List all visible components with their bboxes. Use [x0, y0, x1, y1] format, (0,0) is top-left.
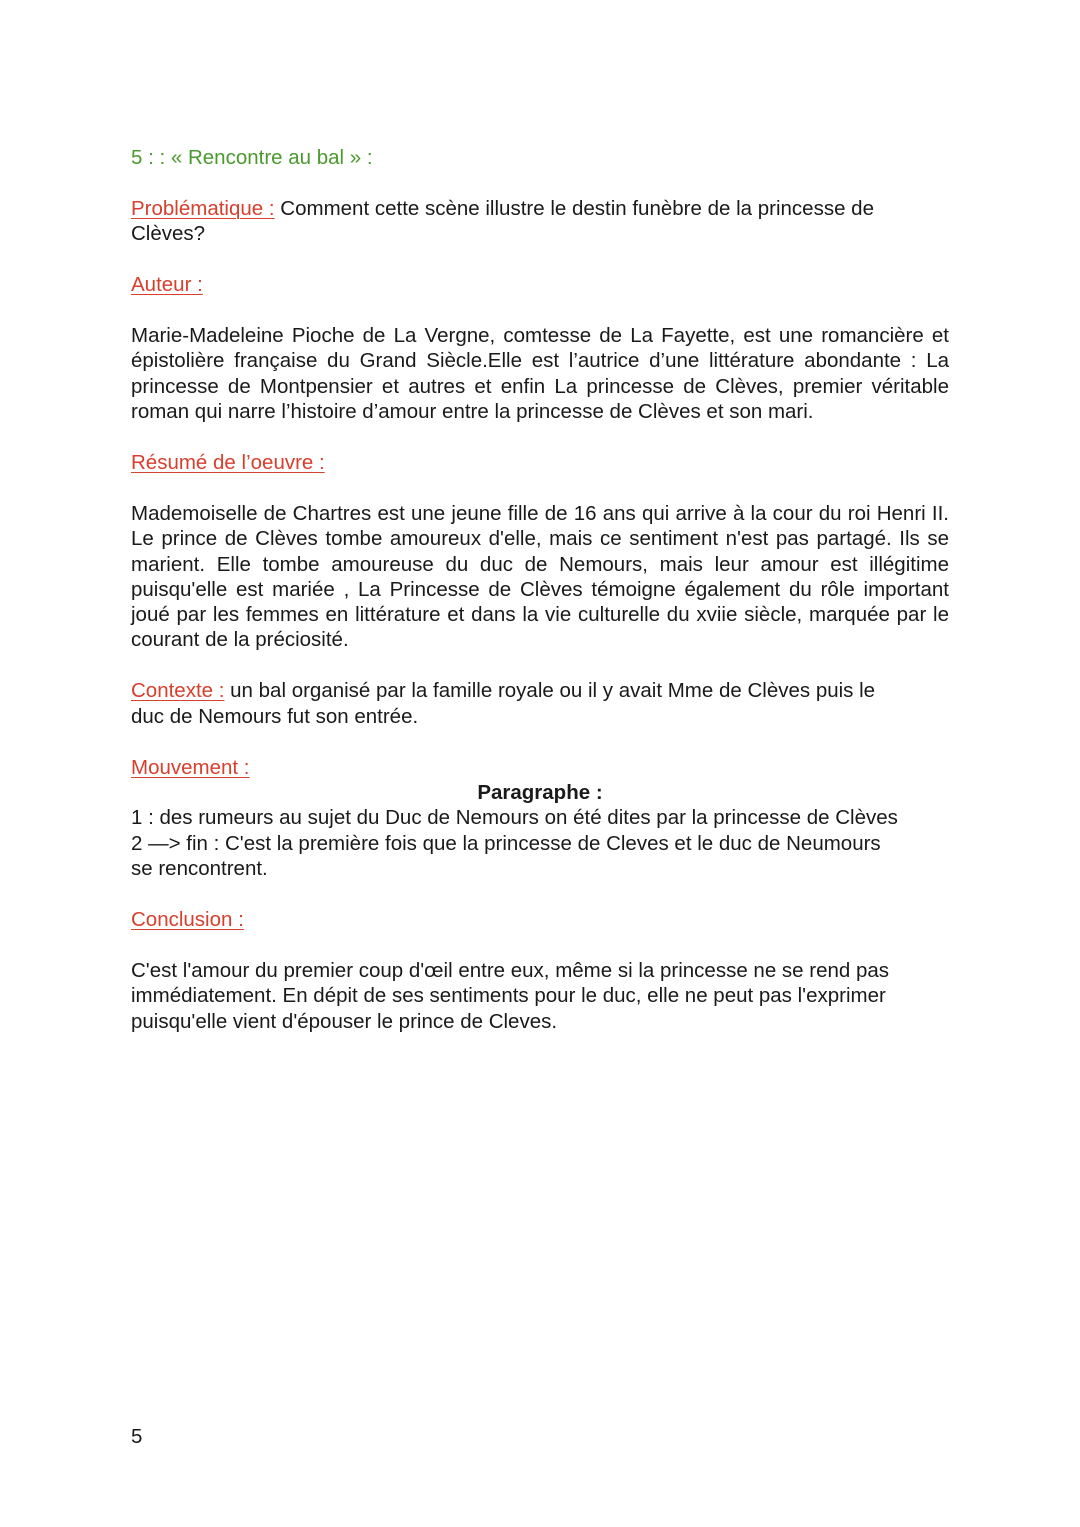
conclusion-line-3: puisqu'elle vient d'épouser le prince de Cleves. [131, 1010, 558, 1033]
contexte-line-1 [131, 678, 875, 703]
paragraphe-subheading: Paragraphe : [477, 781, 603, 804]
conclusion-label: Conclusion : [131, 908, 244, 931]
problematique-line-2: Clèves? [131, 222, 206, 245]
mouvement-label: Mouvement : [131, 756, 250, 779]
problematique-text: Comment cette scène illustre le destin funèbre de la princesse de [274, 197, 874, 220]
mouvement-line-1: 1 : des rumeurs au sujet du Duc de Nemours on été dites par la princesse de Clèves [131, 806, 898, 829]
conclusion-line-2: immédiatement. En dépit de ses sentiments pour le duc, elle ne peut pas l'exprimer [131, 984, 886, 1007]
section-title: 5 : : « Rencontre au bal » : [131, 146, 373, 169]
contexte-label: Contexte : [131, 679, 225, 702]
resume-paragraph: Mademoiselle de Chartres est une jeune fille de 16 ans qui arrive à la cour du roi Henri II. Le prince de Clèves tombe amoureux d'elle, mais ce sentiment n'est pas partagé. Ils se marient. Elle tombe amoureuse du duc de Nemours, mais leur amour est illégitime puisqu'elle est mariée , La Princesse de Clèves témoigne également du rôle important joué par les femmes en littérature et dans la vie culturelle du xviie siècle, marquée par le courant de la préciosité. [131, 502, 949, 652]
contexte-line-2: duc de Nemours fut son entrée. [131, 705, 419, 728]
resume-label: Résumé de l’oeuvre : [131, 451, 325, 474]
auteur-label: Auteur : [131, 273, 203, 296]
page-number: 5 [131, 1425, 143, 1448]
problematique-line-1 [131, 196, 874, 221]
mouvement-line-2: 2 —> fin : C'est la première fois que la princesse de Cleves et le duc de Neumours [131, 832, 881, 855]
auteur-paragraph: Marie-Madeleine Pioche de La Vergne, comtesse de La Fayette, est une romancière et épistolière française du Grand Siècle.Elle est l’autrice d’une littérature abondante : La princesse de Montpensier et autres et enfin La princesse de Clèves, premier véritable roman qui narre l’histoire d’amour entre la princesse de Clèves et son mari. [131, 324, 949, 423]
mouvement-line-3: se rencontrent. [131, 857, 268, 880]
contexte-text: un bal organisé par la famille royale ou il y avait Mme de Clèves puis le [224, 679, 876, 702]
problematique-label: Problématique : [131, 197, 275, 220]
conclusion-line-1: C'est l'amour du premier coup d'œil entre eux, même si la princesse ne se rend pas [131, 959, 890, 982]
